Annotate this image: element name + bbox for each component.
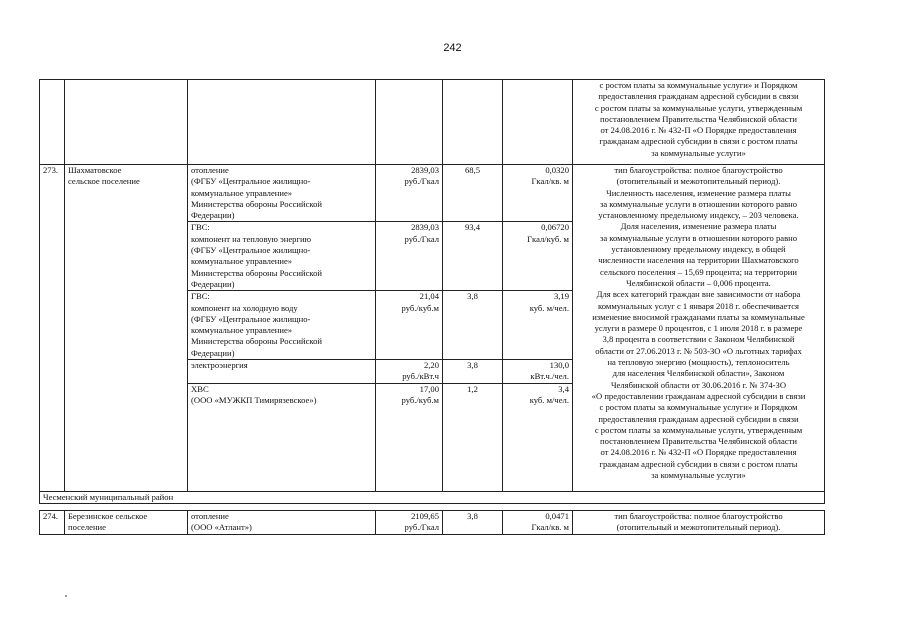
consumption-norm: 3,4 куб. м/чел. [503, 383, 573, 491]
gap-cell [40, 503, 825, 510]
tariff-value: 2839,03 руб./Гкал [376, 222, 443, 291]
increase-percent: 1,2 [443, 383, 503, 491]
increase-percent: 68,5 [443, 165, 503, 222]
table-row [40, 165, 825, 222]
service-name: электроэнергия [188, 360, 376, 384]
scan-speck [65, 595, 67, 597]
utility-tariff-table [39, 79, 825, 535]
row-gap [40, 503, 825, 510]
consumption-norm: 3,19 куб. м/чел. [503, 291, 573, 360]
tariff-value: 21,04 руб./куб.м [376, 291, 443, 360]
service-name: ГВС: компонент на тепловую энергию (ФГБУ «Центральное жилищно- коммунальное управление» Министерства обороны Российской Федерации) [188, 222, 376, 291]
consumption-norm: 130,0 кВт.ч./чел. [503, 360, 573, 384]
region-name: Чесменский муниципальный район [40, 491, 825, 503]
settlement-name: Шахматовское сельское поселение [65, 165, 188, 492]
service-name: ГВС: компонент на холодную воду (ФГБУ «Центральное жилищно- коммунальное управление» Министерства обороны Российской Федерации) [188, 291, 376, 360]
cell-empty [188, 80, 376, 165]
consumption-norm: 0,06720 Гкал/куб. м [503, 222, 573, 291]
service-name: ХВС (ООО «МУЖКП Тимирязевское») [188, 383, 376, 491]
increase-percent: 93,4 [443, 222, 503, 291]
tariff-value: 2109,65 руб./Гкал [376, 510, 443, 534]
cell-empty [503, 80, 573, 165]
row-number: 274. [40, 510, 65, 534]
increase-percent: 3,8 [443, 360, 503, 384]
conditions-cell: тип благоустройства: полное благоустройство (отопительный и межотопительный период). [573, 510, 825, 534]
cell-empty [65, 80, 188, 165]
cell-empty [443, 80, 503, 165]
conditions-cell: тип благоустройства: полное благоустройство (отопительный и межотопительный период). Численность населения, изменение размера платы за коммунальные услуги в отношении которого равно установленному предельному индексу, – 203 человека. Доля населения, изменение размера платы за коммунальные услуги в отношении которого равно установленному предельному индексу, в общей численности населения на территории Шахматовского сельского поселения – 15,69 процента; на территории Челябинской области – 0,006 процента. Для всех категорий граждан вне зависимости от набора коммунальных услуг с 1 января 2018 г. обеспечивается изменение вносимой гражданами платы за коммунальные услуги в размере 0 процентов, с 1 июля 2018 г. в размере 3,8 процента в соответствии с Законом Челябинской области от 27.06.2013 г. № 503-ЗО «О льготных тарифах на тепловую энергию (мощность), теплоноситель для населения Челябинской области», Законом Челябинской области от 30.06.2016 г. № 374-ЗО «О предоставлении гражданам адресной субсидии в связи с ростом платы за коммунальные услуги» и Порядком предоставления гражданам адресной субсидии в связи с ростом платы за коммунальные услуги, утвержденным постановлением Правительства Челябинской области от 24.08.2016 г. № 432-П «О Порядке предоставления гражданам адресной субсидии в связи с ростом платы за коммунальные услуги» [573, 165, 825, 492]
increase-percent: 3,8 [443, 510, 503, 534]
cell-empty [376, 80, 443, 165]
consumption-norm: 0,0320 Гкал/кв. м [503, 165, 573, 222]
tariff-value: 2839,03 руб./Гкал [376, 165, 443, 222]
service-name: отопление (ФГБУ «Центральное жилищно- коммунальное управление» Министерства обороны Российской Федерации) [188, 165, 376, 222]
conditions-cell: с ростом платы за коммунальные услуги» и Порядком предоставления гражданам адресной субсидии в связи с ростом платы за коммунальные услуги, утвержденным постановлением Правительства Челябинской области от 24.08.2016 г. № 432-П «О Порядке предоставления гражданам адресной субсидии в связи с ростом платы за коммунальные услуги» [573, 80, 825, 165]
continuation-row [40, 80, 825, 165]
service-name: отопление (ООО «Атлант») [188, 510, 376, 534]
cell-empty [40, 80, 65, 165]
tariff-value: 17,00 руб./куб.м [376, 383, 443, 491]
settlement-name: Березинское сельское поселение [65, 510, 188, 534]
row-number: 273. [40, 165, 65, 492]
tariff-value: 2,20 руб./кВт.ч [376, 360, 443, 384]
page-number: 242 [443, 42, 462, 54]
increase-percent: 3,8 [443, 291, 503, 360]
table-row [40, 510, 825, 534]
region-row [40, 491, 825, 503]
consumption-norm: 0,0471 Гкал/кв. м [503, 510, 573, 534]
